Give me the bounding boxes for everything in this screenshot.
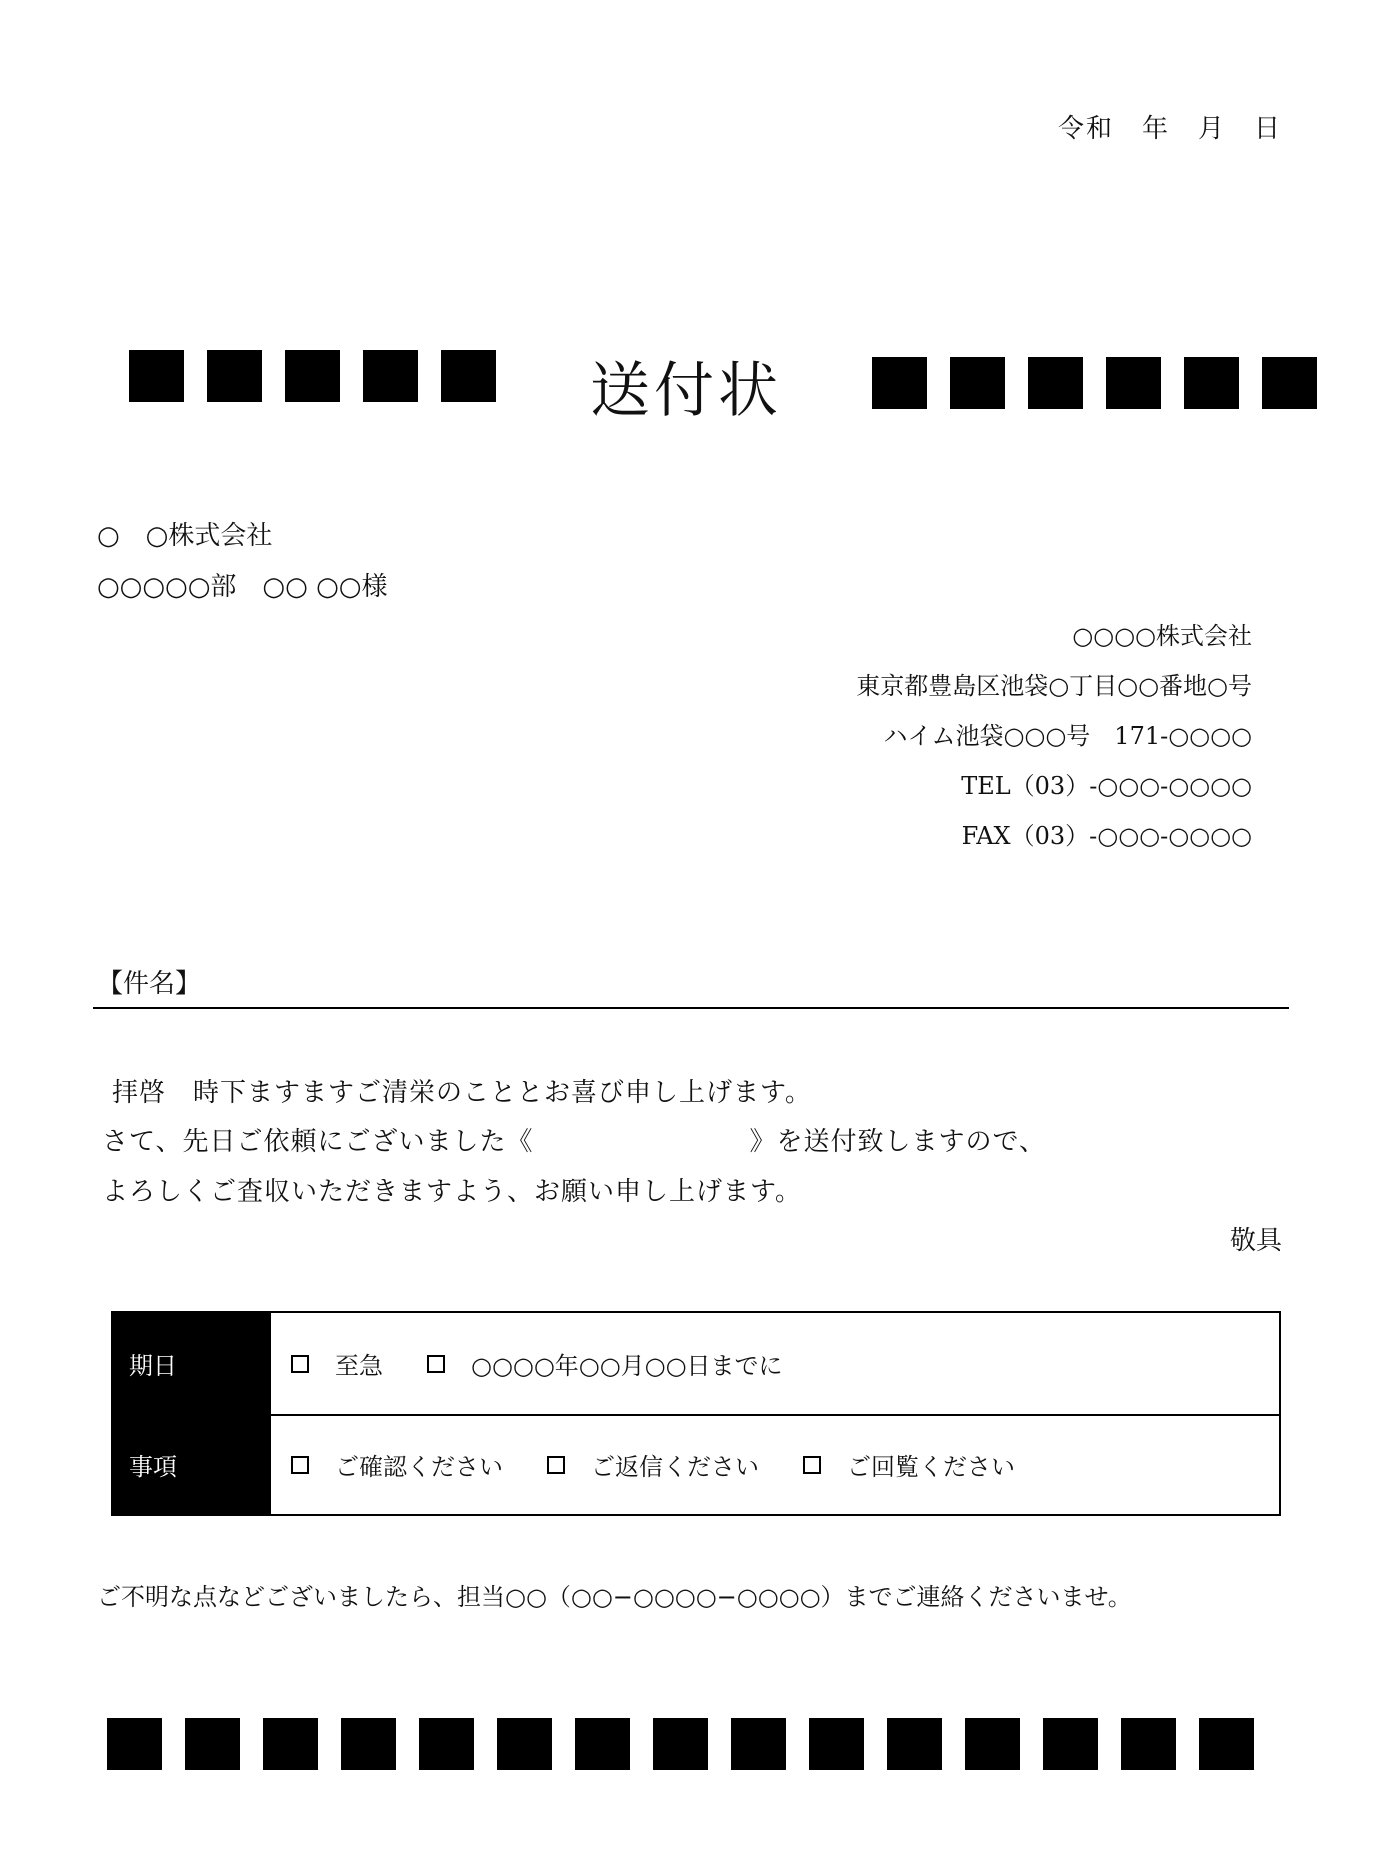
closing-word: 敬具 (1229, 1226, 1282, 1256)
sender-address-2: ハイム池袋○○○号 171-○○○○ (883, 722, 1252, 750)
date-line: 令和 年 月 日 (1057, 114, 1282, 144)
sender-company: ○○○○株式会社 (1072, 622, 1252, 650)
recipient-company: ○ ○株式会社 (97, 521, 273, 551)
option-label: ご返信ください (591, 1453, 759, 1481)
sender-tel: TEL（03）-○○○-○○○○ (961, 772, 1252, 800)
redaction-block (1043, 1718, 1098, 1770)
body-line-3: よろしくご査収いただきますよう、お願い申し上げます。 (102, 1177, 802, 1207)
redaction-block (1262, 357, 1317, 409)
redaction-block (950, 357, 1005, 409)
matter-options (291, 1414, 1059, 1515)
redaction-block (887, 1718, 942, 1770)
redaction-block (419, 1718, 474, 1770)
subject-label: 【件名】 (97, 969, 202, 999)
redaction-block (207, 350, 262, 402)
sender-fax: FAX（03）-○○○-○○○○ (961, 822, 1252, 850)
checkbox-icon[interactable] (803, 1456, 821, 1474)
redaction-block (441, 350, 496, 402)
request-table (111, 1311, 1281, 1516)
sender-address-1: 東京都豊島区池袋○丁目○○番地○号 (856, 672, 1252, 700)
redacted-blocks-left (129, 350, 519, 402)
redaction-block (185, 1718, 240, 1770)
redaction-block (575, 1718, 630, 1770)
redaction-block (1121, 1718, 1176, 1770)
option-label: 至急 (335, 1352, 383, 1380)
deadline-options (291, 1313, 827, 1414)
redaction-block (1028, 357, 1083, 409)
checkbox-icon[interactable] (291, 1355, 309, 1373)
option-please-reply[interactable] (547, 1447, 759, 1482)
checkbox-icon[interactable] (427, 1355, 445, 1373)
table-row-deadline (113, 1313, 1279, 1416)
redaction-block (1184, 357, 1239, 409)
redaction-block (653, 1718, 708, 1770)
option-by-date[interactable] (427, 1346, 783, 1381)
redaction-block (1106, 357, 1161, 409)
redaction-block (965, 1718, 1020, 1770)
recipient-person: ○○○○○部 ○○ ○○様 (97, 572, 388, 602)
option-label: ご回覧ください (847, 1453, 1015, 1481)
checkbox-icon[interactable] (291, 1456, 309, 1474)
redaction-block (809, 1718, 864, 1770)
option-please-circulate[interactable] (803, 1447, 1015, 1482)
redaction-block (872, 357, 927, 409)
table-row-matters (113, 1414, 1279, 1515)
contact-note: ご不明な点などございましたら、担当○○（○○−○○○○−○○○○）までご連絡くださいませ。 (97, 1583, 1132, 1611)
document-title: 送付状 (590, 356, 782, 426)
redaction-block (285, 350, 340, 402)
redaction-block (107, 1718, 162, 1770)
row-header-matters: 事項 (113, 1414, 271, 1515)
redaction-block (497, 1718, 552, 1770)
redaction-block (363, 350, 418, 402)
redaction-block (341, 1718, 396, 1770)
subject-rule (93, 1007, 1289, 1009)
option-label: ご確認ください (335, 1453, 503, 1481)
option-urgent[interactable] (291, 1346, 383, 1381)
redacted-blocks-bottom (107, 1718, 1254, 1770)
redacted-blocks-right (872, 357, 1340, 409)
redaction-block (129, 350, 184, 402)
redaction-block (263, 1718, 318, 1770)
option-please-confirm[interactable] (291, 1447, 503, 1482)
option-label: ○○○○年○○月○○日までに (471, 1352, 783, 1380)
row-header-deadline: 期日 (113, 1313, 271, 1414)
checkbox-icon[interactable] (547, 1456, 565, 1474)
redaction-block (1199, 1718, 1254, 1770)
redaction-block (731, 1718, 786, 1770)
body-line-1: 拝啓 時下ますますご清栄のこととお喜び申し上げます。 (112, 1078, 812, 1108)
body-line-2: さて、先日ご依頼にございました《 》を送付致しますので、 (102, 1127, 1046, 1157)
